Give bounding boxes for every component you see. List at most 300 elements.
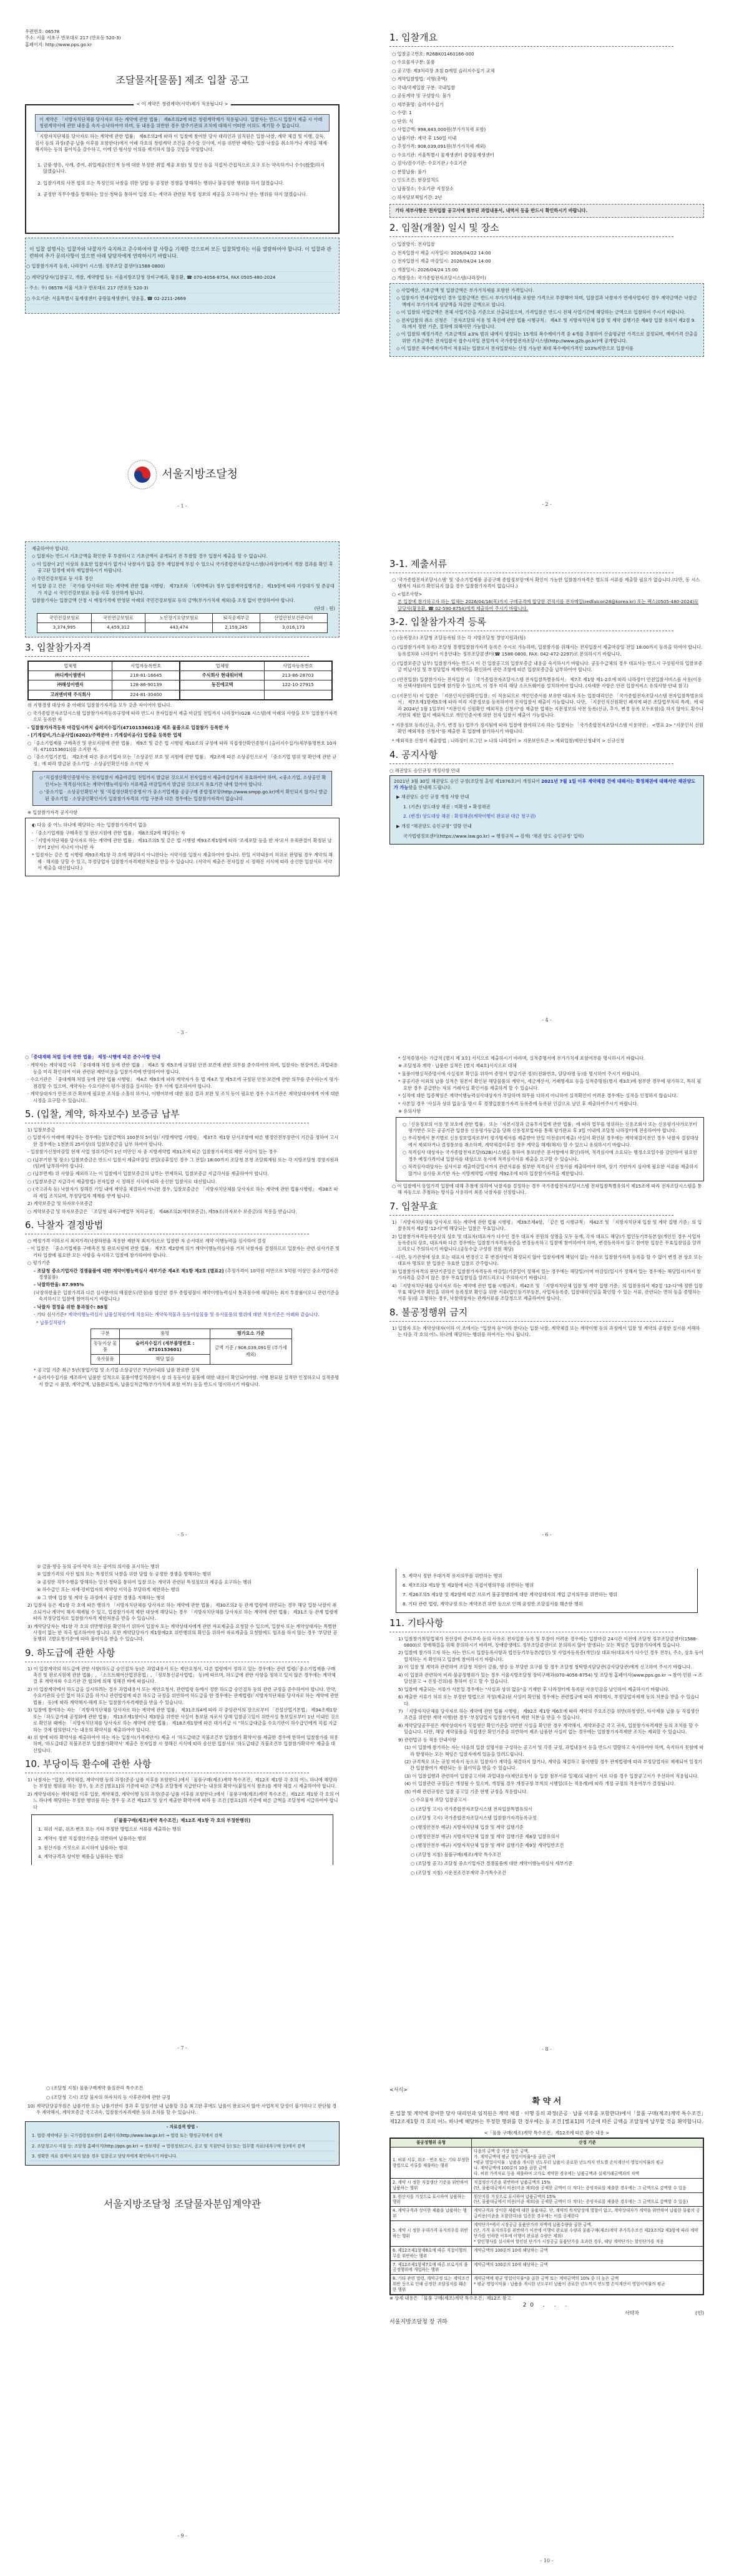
s6-item: - 이 입찰은 「중소기업제품 구매촉진 및 판로지원에 관한 법률」 제7조 제2항에 의거 계약이행능력심사를 거쳐 낙찰자를 결정하므로 입찰자는 관련 심사기준 및 기타 입찰에 필요한 모든 사항을 숙지하고 입찰에 참가하여야 합니다. [27, 1246, 340, 1258]
s7-item: 2) 입찰참가자격등록증상의 상호 및 대표자(대표자가 다수인 경우 대표자 전원의 성명을 모두 등재, 각자 대표도 해당)가 법인등기부등본상(개인인 경우 사업자등록증)의 상호, 대표자와 다른 경우에는 입찰참가자격등록증을 변경등록하고 입찰에 참여하여야 하며, 변경등록하지 않고 참여한 입찰은 무효입찰임을 알려드리오니 주의하시기 바랍니다.(공동수급 구성원 전원 해당) [392, 1233, 702, 1252]
s6-box-item: ○「신용정보의 이용 및 보호에 관한 법률」 또는「자본시장과 금융투자업에 관한 법률」에 따라 업무를 영위하는 신용조회사 또는 신용평가사가로부터 평가받은 모든 공공기관 입찰용 신용평가등급을 당해 신용정보업자를 통해 평가완료 후 3일 이내에 조달청 나라장터에 전송하여야 합니다. [403, 1121, 697, 1133]
s10-box-item: 3. 원산지를 거짓으로 표시하여 납품하는 행위 [38, 1844, 128, 1851]
s2-cont-item: 이 입찰 공고 건은 「국가를 당사자로 하는 계약에 관한 법률 시행령」 제73조와 「(계약예규) 정부 입찰계약집행기준」 제19장에 따라 기성대가 및 준공대가 지급 시 국민건강보험료 등을 사후 정산하게 됩니다. [32, 583, 335, 596]
td: 해당 없음 [120, 1355, 210, 1364]
s11-item: 9) 관련법규 등 적용 안내사항 [398, 1736, 456, 1743]
s6-after-item: * 공공기관 이외의 납품 실적은 원본이 확인된 해당물품의 계약서, 세금계산서, 거래명세표 등을 실적증명원(별지 제3호)에 첨부한 경우에 평가하고, 특히 필요한 경우 공급받는 자의 거래사실 확인서를 제출하게 할 수 있습니다. [398, 1078, 702, 1091]
s2-cont-item: ◇ 국민건강보험료 등 사후 정산 [32, 575, 93, 581]
bidders-cell: 224-81-30400 [112, 690, 180, 700]
s1-item: ○ 단위: 식 [392, 118, 414, 124]
s1-item: ○ 공동계약 및 구성방식: 불가 [392, 93, 451, 99]
search-title: - 자료검색 방법 - [166, 2124, 198, 2129]
s2-cont-item: 제출하여야 합니다. [32, 546, 70, 551]
th: 평가요소 기준 [210, 1329, 291, 1339]
contact-box [25, 238, 340, 314]
insurance-header: 국민연금보험료 [91, 613, 145, 622]
other-text: * 계약이행능력심사 납품실적평가에 적용되는 계약목적물과 동등이상물품 및 유사물품의 범위에 대한 적용기준은 아래와 같습니다. [64, 1312, 320, 1318]
safety-item: · 계약상대자가 안전·보건 확보에 필요한 조치를 소홀히 하거나, 이행여부에 대한 점검 결과 보완 및 조치 등이 필요한 경우 수요기관은 계약상대자에게 이에 대한 시정을 요구할 수 있습니다. [27, 1091, 340, 1103]
clawback-cell: 계약금액의 100분의 10에 해당하는 금액 [472, 2246, 703, 2260]
td: 슬러지수집기 (세부품명번호 : 4710153601) [120, 1339, 210, 1355]
crit-bold: - 조달청 중소기업자간 경쟁물품에 대한 계약이행능력심사 세부기준 제4조 제1항 제2호 [별표2] [34, 1267, 224, 1274]
clawback-header: 산정 기준 [472, 2138, 703, 2147]
s3-box-item: ◇ '직접생산확인증명서'는 전자입찰서 제출마감일 전일까지 발급된 것으로서 전자입찰서 제출마감일까지 유효하여야 하며, <중소기업, 소상공인 확인서>는 적격심사(또는 계약이행능력심사) 서류제출 마감일까지 발급된 것으로서 유효기간 내에 있어야 합니다. [39, 775, 326, 787]
s11-item: 7) 「지방자치단체를 당사자로 하는 계약에 관한 법률 시행령」 제92조 제1항 제6호에 따라 계약의 주요조건을 위반(하청생산, 타사제품 납품 등 직접생산 조건을 위반한 계약 이행)한 경우 '부정당업자 입찰참가자격 제한 처분'을 받을 수 있습니다. [398, 1708, 700, 1721]
s6-after-item: * 물품이행실적증명서에 사실정보 확인을 위하여 증명서 발급기관 정보(전화번호, 담당자명 등)를 명시하여 주시기 바랍니다. [398, 1070, 641, 1077]
s6-after-item: * 실적증명서는 가급적 [별지 제 3호] 서식으로 제출하시기 바라며, 실적증명서에 부가가치세 포함여부를 명시하시기 바랍니다. [398, 1055, 645, 1061]
s7-item: 3) 입찰참가자격의 판단기준일은 입찰참가자격등록 마감일(기준일이 정해져 있는 경우에는 해당일)이며 마감일(일시가 정해져 있는 경우에는 해당일시)까지 참가자격을 갖추지 않은 경우 무효입찰임을 알려드리오니 주의하시기 바랍니다. [392, 1268, 701, 1281]
clawback-table [389, 2138, 704, 2295]
s5-item: ○ (입찰보증금 지급각서 제출방법) 전자입찰 시 정해진 서식에 따라 송신한 입찰서로 대신합니다. [27, 1178, 217, 1184]
insurance-header: 퇴직공제부금 [213, 613, 260, 622]
table-row [390, 2246, 703, 2260]
s8-item: ③ 공정한 직무수행을 방해하는 알선·청탁을 통하여 입찰 또는 계약과 관련된 특정정보의 제공을 요구하는 행위 [37, 1579, 252, 1585]
page-number: - 7 - [177, 2045, 187, 2051]
s9-item: 2) 이 입찰계약에서 하도급을 실시하려는 경우 과업내용서 또는 제안요청서, 관련법령 등에서 정한 하도급 승인절차 등의 관련 규정을 준수하여야 합니다. 만약, 수요기관의 승인 없이 하도급을 하거나 관련법령에 따른 하도급 규정을 위반하여 하도급을 한 경우에는 관계법령(「지방자치단체를 당사자로 하는 계약에 관한 법률」 등)에 따라 계약해지·해제 또는 입찰참가자격제한을 받을 수 있습니다. [27, 1686, 339, 1705]
s2-note: ◇ 전자입찰의 취소 신청은 「전자조달의 이용 및 촉진에 관한 법률 시행규칙」 제4조 및 지방자치단체 입찰 및 계약 집행기준 제8장 입찰 유의서 제2절 9. 라.에서 정한 기준, 절차에 의해서만 가능합니다. [396, 317, 696, 329]
s10-box-cont [396, 1569, 698, 1613]
s3-notice-item: * 입찰자는 같은 법 시행령 제93조제1항 각 호에 해당하지 아니한다는 서약서를 입찰시 제출하여야 합니다. 만일 서약내용이 허위로 판명될 경우 계약의 해제 · 해지를 당할 수 있고, 부정당업자 입찰참가자격제한처분을 받을 수 있습니다. (서약서 제출은 전자입찰 시 정해진 서식에 따라 송신한 입찰서로 서약서 제출을 대신합니다.) [32, 852, 333, 871]
s1-item: ○ 세부품명: 슬러지수집기 [392, 101, 444, 107]
s11-item: 1) 입찰참가희망업체가 전산장비 준비부족 등의 사유로 전자입찰 등록 및 투찰이 어려운 경우에는 입찰마감 24시간 이전에 조달청 정부조달콜센터(1588-0800)로 장애해결을 위해 문의하시기 바라며, 장애발생에도 정부조달콜센터로 문의하지 않아 발생되는 모든 책임은 입찰참가자에게 있습니다. [398, 1635, 698, 1648]
bidders-cell [264, 690, 332, 700]
form-caption: <「물품 구매(제조)계약 특수조건」제12조에 따른 환수 내용 > [484, 2130, 610, 2136]
s10-box-item: 2. 계약시 정한 직접생산기준을 위반하여 납품하는 행위 [38, 1835, 147, 1841]
search-box [25, 2121, 340, 2166]
clawback-cell: 7. 제12조제1항제7호에 따른 브로커의 불공정행위에 개입하는 행위 [390, 2260, 472, 2275]
td: 동등이상 물품 [91, 1339, 120, 1355]
clawback-cell: 계약규격과 상이한 제품에 대한 물품대금. 단, 계약의 목적달성에 영향이 없고, 계약상대자가 계약을 위반하여 납품한 물품의 공급비용(이윤을 포함한다)을 입증한 경우에는 이를 공제한다 [472, 2207, 703, 2221]
s2-item: ○ 전자입찰서 제출 시작일시: 2026/04/22 14:00 [392, 249, 491, 256]
s11-sub-item: (4) 이 입찰관련 규정들은 개정될 수 있으며, 개정될 경우 개정규정 부칙의 시행일(또는 적용례)에 따라 개정 규정의 적용여부가 결정됩니다. [404, 1781, 676, 1787]
regulation-item: ○ (조달청 지침) 물품구매(제조)계약 특수조건 [411, 1851, 501, 1857]
s4-item: ▶ 개정 "채권양도 승인규정" 열람 안내 [396, 823, 472, 829]
s1-item: ○ 수량: 1 [392, 110, 412, 116]
s10-box-item: 1. 허위 서류, 위조·변조 또는 기타 부정한 방법으로 서류를 제출하는 행위 [38, 1826, 181, 1832]
th: 품명 [120, 1329, 210, 1339]
page-number: - 1 - [177, 503, 187, 509]
s2-item: ○ 개찰일시: 2026/04/24 15:00 [392, 266, 458, 273]
bond-text-b: 2021년 7월 1일 이후 계약체결 건에 대해서는 확정채권에 대해서만 채권양도가 가능 [394, 778, 696, 791]
s11-item: 4) 이 입찰과 관련하여 비리·불공정행위가 있는 경우 서울지방조달청 장비구매과(070-4056-8754) 및 조달청 홈페이지(www.pps.go.kr → 참여·민원 → 조달신문고 → 진정·건의)를 통하여 신고 할 수 있습니다. [398, 1672, 703, 1685]
bidders-cell: 주식회사 현대워터텍 [180, 671, 264, 680]
form-body: 본 입찰 및 계약에 참여한 당사 대리인과 임직원은 계약 체결 · 이행 등의 과정(준공 · 납품 이후를 포함한다)에서「물품 구매(제조)계약 특수조건」제12조제1항 각 호의 어느 하나에 해당하는 부정한 행위를 한 경우에는 동 조건 [별표1]의 기준에 따른 금액을 조달청에 납부할 것을 확약합니다. [389, 2111, 703, 2125]
page-9 [0, 2083, 364, 2570]
other-label: - 기타 심사기준: [34, 1312, 66, 1318]
search-item: 1. 법령·계약예규 등: 국가법령정보센터 홈페이지(http://www.law.go.kr) → 법령 또는 행정규칙에서 검색 [29, 2132, 335, 2141]
clawback-cell: 1. 허위 서류, 위조 · 변조 또는 기타 부정한 방법으로 서류를 제출하는 행위 [390, 2147, 472, 2178]
page-4 [364, 541, 729, 1003]
s11-item: 8) 계약담당공무원은 계약상대자가 직접생산 확인기준을 위반한 사실을 확인한 경우 계약해지, 계약보증금 국고 귀속, 입찰참가자격제한 등의 조치를 할 수 있습니다. 다만, 해당 계약물품을 직접생산 확인기준을 위반하여 제조·납품한 사실이 없는 경우에는 입찰참가자격제한 조치는 제외할 수 있습니다. [398, 1722, 699, 1735]
insurance-header: 노인장기요양보험료 [145, 613, 213, 622]
logo-text: 서울지방조달청 [162, 467, 238, 481]
regulation-item: ○ (조달청 고시) 국가종합전자조달시스템 입찰참가자격등록규정 [411, 1815, 537, 1821]
s6-item: ○ 예정가격 이하로서 최저가격(낙찰하한율 적용한 제한적 최저가)으로 입찰한 자 순서대로 계약 이행능력을 심사하여 결정 [27, 1237, 266, 1244]
signer-label: 서약자 [624, 2310, 640, 2317]
bidders-header: 업체명 [180, 661, 264, 671]
s8-item: 2) 입찰자 등은 제1항 각 호에 따른 행위가 「지방자치단체를 당사자로 하는 계약에 관한 법률」 제30조의2 등 관계 법령에 위반되는 경우 해당 입찰·낙찰이 취소되거나 계약이 해지·해제될 수 있고, 입찰참가자격 제한 대상에 해당되는 경우 「지방자치단체를 당사자로 하는 계약에 관한 법률」 제31조 등 관계 법령에 따라 부정당업자로 입찰참가자격 제한처분을 받을 수 있습니다. [27, 1602, 338, 1622]
page-1 [0, 0, 364, 499]
s5-item: ○ (국고귀속 등) 낙찰자가 정해진 기일 내에 계약을 체결하지 아니한 경우, 입찰보증금은 「지방자치단체를 당사자로 하는 계약에 관한 법률시행령」 제38조 따라 세입 조치되며, 부정당업자 제재를 받게 됩니다. [27, 1186, 338, 1199]
regulation-item: ○ (조달청 공고) 조달청 중소기업자간 경쟁물품에 대한 계약이행능력심사 세부기준 [411, 1861, 573, 1867]
s2-item: ○ 입찰방식: 전자입찰 [392, 241, 435, 248]
clawback-cell: 4. 계약규격과 상이한 제품을 납품하는 행위 [390, 2207, 472, 2221]
insurance-value: 443,474 [145, 623, 213, 632]
form-title: 확 약 서 [532, 2096, 562, 2106]
insurance-value: 3,016,173 [260, 623, 327, 632]
s3-box-item: ◇ '중소기업 · 소상공인확인서' 및 '직접생산확인증명서'가 중소기업제품 공공구매 종합정보망(http://www.smpp.go.kr)에서 확인되지 않거나 발급된 중소기업 · 소상공인확인서가 입찰참가자격의 기업 구분과 다른 경우에는 입찰참가자격이 없습니다. [39, 789, 328, 801]
s1-item: ○ 납품기한: 계약 후 150일 이내 [392, 135, 457, 141]
page-number: - 8 - [542, 2046, 552, 2052]
section-6-title: 6. 낙찰자 결정방법 [25, 1219, 104, 1231]
s9-item: 1) 이 입찰계약의 하도급에 관한 사항(하도급 승인절차 등)은 과업내용서 또는 제안요청서, 다른 법령에서 정하고 있는 경우에는 관련 법령(「중소기업제품 구매촉진 및 판로지원에 관한 법률」, 「소프트웨어산업진흥법」, 「정보통신공사업법」 등)에 따르며, 하도급에 관한 사항을 정하고 있지 않은 경우에는 계약체결 후 계약자와 수요기관 간 협의에 의해 정해진 바에 따릅니다. [27, 1665, 336, 1685]
s5-item: ○ (납부기한 및 장소) 입찰보증금은 반드시 입찰서 제출마감일 전일(공휴일인 경우 그 전일) 18:00까지 조달청 본청 조달회계팀 또는 각 지방조달청 경영지원과(팀)에 납부하여야 합니다. [27, 1156, 339, 1169]
clawback-cell: 8. 기타 관련 법령, 계약규정 또는 계약조건 위반 등으로 인해 공정한 조달질서를 훼손한 행위 [390, 2275, 472, 2295]
unit-label: (단위 : 원) [314, 605, 335, 611]
s7-item: - -다만, 등기관청에 상호 또는 대표자 변경신고 후 변경사항이 확정되지 않아 입찰자에게 책임이 없는 사유로 입찰참가자격 등록을 할 수 없어 변경 전 상호 또는 대표자 명의로 한 입찰은 유효한 입찰로 간주합니다. [392, 1254, 703, 1267]
bidders-cell: 고려엔비텍 주식회사 [28, 690, 112, 700]
s6-after-item: * 실적에 대한 입증책임은 계약이행능력심사대상자가 부담하며 의무를 다하지 아니하여 실적확인이 어려운 경우에는 실적을 인정하지 않습니다. [398, 1093, 678, 1099]
page-5 [0, 1054, 364, 1534]
td: 금액 기준 / 908,039,091원 (부가세 제외) [210, 1339, 291, 1364]
section-2-title: 2. 입찰(개찰) 일시 및 장소 [389, 222, 499, 234]
td: 유사물품 [91, 1355, 120, 1364]
page-number: - 9 - [177, 2533, 187, 2539]
clawback-cell: 직접생산기준을 위반하여 납품금액의 15% (단, 물품대금에서 비용(이윤 제외)을 공제한 금액이 더 적다는 증빙자료를 제출한 경우에는 그 금액으로 감액할 수 있음 [472, 2178, 703, 2192]
section-7-title: 7. 입찰무효 [389, 1200, 438, 1212]
bidders-cell: 213-86-28703 [264, 671, 332, 680]
s3-item: - 입찰참가자격등록 마감일시까지 슬러지수집기(4710153601)를 제조 물품으로 입찰참가 등록한 자 [27, 724, 229, 730]
integrity-item: 2. 입찰가격의 사전 협의 또는 특정인의 낙찰을 위한 담합 등 공정한 경쟁을 방해하는 행위나 불공정한 행위를 하지 않겠습니다. [37, 180, 285, 186]
page-8 [364, 1569, 729, 2055]
rate-note: (낙찰하한율은 입찰가격과 다른 심사분야의 배점한도(만점)를 합산한 경우 종합평점이 계약이행능력심사 통과점수에 해당하는 최저 투찰률이오니 관련기준을 숙지하시고 입찰에 참여하시기 바랍니다.) [34, 1289, 340, 1302]
bidders-table [27, 661, 333, 701]
section-10-title: 10. 부당이득 환수에 관한 사항 [25, 1758, 152, 1770]
s7-item: 1) 「지방자치단체를 당사자로 하는 계약에 관한 법률 시행령」 제39조제4항, 「같은 법 시행규칙」 제42조 및 「지방자치단체 입찰 및 계약 집행 기준」의 입찰유의서 제2절 '12-다'에 해당되는 입찰은 무효입니다. [392, 1219, 702, 1232]
s11-item: 3) 이 입찰 및 계약과 관련하여 조달청 직원이 금품, 향응 등 부당한 요구를 할 경우 조달청 청탁방지담당관(감사담당관)에게 신고하여 주시기 바랍니다. [398, 1664, 692, 1670]
clawback-cell: 3. 원산지를 거짓으로 표시하여 납품하는 행위 [390, 2192, 472, 2207]
form-recipient: 서울지방조달청 장 귀하 [389, 2319, 448, 2326]
s3-notice-item: ◐ 다음 중 어느 하나에 해당하는 자는 입찰참가자격이 없음 [32, 822, 147, 828]
contact-item: ○ 수요기관: 서울특별시 물재생센터 중랑물재생센터, 양윤홍, ☎ 02-2211-2669 [29, 294, 335, 304]
s4-sub: ○ 채권양도 승인규정 개정사항 안내 [389, 767, 460, 773]
after-item: * 슬러지수집기를 제조하여 납품한 실적으로 물품이행실적증명서 상 위 동등이상 물품에 대한 내용이 확인되어야함. 이행 완료된 실적만 인정하오니 실적증명서 발급 시 품명, 계약금액, 납품완료일자, 납품실적금액(부가가치세 포함 여부) 등을 반드시 명시하시기 바랍니다. [34, 1375, 340, 1387]
s9-item: 4) 위 항에 따라 확약서를 제출하여야 하는 자는 입찰서(가격제안서) 제출 시 '하도급대금 직불조건부 입찰참가 확약서'를 제출한 경우에 한하여 입찰참가를 허용하며, '하도급대금 직불조건부 입찰참가확약서' 제출은 전자입찰 시 정해진 서식에 따라 송신한 입찰서로 '하도급대금 직불조건부 입찰참가확약서' 제출을 대신합니다. [27, 1734, 338, 1753]
section-4-title: 4. 공지사항 [389, 748, 438, 760]
table-row [28, 671, 332, 680]
s10-box-item: 6. 제7조의3 제1항 및 제2항에 따른 직접이행의무를 위반하는 행위 [403, 1582, 534, 1588]
search-item: 2. 조달청고시·지침 등: 조달청 홈페이지(http://pps.go.kr) → 정보제공 → 법령정보(고시, 공고 및 지침안내 등) 또는 업무별 자료(내자구매 등)에서 검색 [29, 2143, 335, 2151]
s6-box-item: ○ 적격심사 대상자는 국가종합전자조달(G2B)시스템을 통하여 통보(받은 문서함에서 확인)하며, 적격심사에 소요되는 행정소요일수를 감안하여 필요한 경우 예정가격이내 입찰자를 대상으로 동시에 적격심사서류 제출을 요구할 수 있습니다. [403, 1150, 697, 1162]
s32-item: ○ (입찰참가자격 등록) 조달청 경쟁입찰참가자격 등록은 수시로 가능하며, 입찰참가를 위해서는 전자입찰서 제출마감일 전일 18:00까지 등록을 하여야 합니다. 등록절차와 나라장터 이용안내는 정부조달콜센터(☎ 1588-0800, FAX: 042-472-2297)로 문의하시기 바랍니다. [392, 644, 703, 657]
s11-sub-item: (1) 이 입찰에 참가하는 자는 다음의 입찰 설명서를 구성하는 공고서 및 각종 규정, 과업내용서 등을 반드시 열람하고 숙지하여야 하며, 숙지하지 못함에 따라 발생하는 모든 책임은 입찰자에게 있음을 알려드립니다. [404, 1745, 704, 1757]
integrity-box [25, 100, 340, 234]
insurance-value: 4,459,312 [91, 623, 145, 632]
s8-item: ④ 하수급인 또는 자재·장비업자의 계약상 이익을 부당하게 제한하는 행위 [37, 1587, 180, 1593]
s6-box-item: ○ 적격심사대상자는 심사서류 제출마감일시까지 관련서류를 첨부한 적격심사 신청서를 제출하여야 하며, 상기 기한까지 심사에 필요한 서류를 제출하지 않거나 심사를 포기한 자는 지방계약법 시행령 제92조에 따라 입찰참가자격을 제한합니다. [403, 1164, 698, 1176]
s5-item: ○ 입찰자가 아래에 해당하는 경우에는 입찰금액의 100분의 5이상(「지방계약법 시행령」 제37조 제1항 단서조항에 따른 행정안전부장관이 기간을 정하여 고시한 경우에는 1천분의 25이상)의 입찰보증금을 납부 하여야 합니다. [27, 1135, 339, 1147]
s6-item: ○ 평가기준 [27, 1260, 51, 1266]
s4-item: 국가법령정보센터(https://www.law.go.kr) ⇒ 행정규칙 ⇒ 검색( '채권 양도 승인규정' 입력) [403, 833, 584, 839]
insurance-value: 3,374,995 [37, 623, 91, 632]
s1-item: ○ 분할납품: 불가 [392, 168, 426, 175]
s3-item: - [기계설비,가스공사업(6202)/주력분야 : 기계설비공사] 업종을 등록한 업체 [27, 732, 182, 738]
form-tag: <서식> [389, 2087, 408, 2093]
s8-item: ② 입찰가격의 사전 협의 또는 특정인의 낙찰을 위한 담합 등 공정한 경쟁을 방해하는 행위 [37, 1571, 212, 1577]
table-row [390, 2275, 703, 2295]
section-3-title: 3. 입찰참가자격 [25, 641, 92, 653]
regulation-item: ○ (행정안전부 예규) 지방자치단체 입찰 및 계약 집행기준 제8장 입찰유의서 [411, 1833, 560, 1839]
page-number: - 4 - [542, 1017, 552, 1023]
s10-box-item: 5. 계약시 정한 우대가격 유지의무를 위반하는 행위 [403, 1573, 502, 1579]
page-number: - 3 - [177, 1030, 187, 1035]
bidders-cell [180, 690, 264, 700]
section-8-title: 8. 불공정행위 금지 [389, 1306, 468, 1318]
bidders-header: 사업자등록번호 [264, 661, 332, 671]
bond-text-a: 2021년 3월 30일 채권양도 승인 규정(조달청 훈령 제1976호)이 개정되어 [394, 778, 542, 784]
integrity-legend: < 이 계약은 청렴계약(서약)제가 적용됩니다 > [26, 101, 338, 107]
table-row [390, 2178, 703, 2192]
s6-last: ○ 이 입찰에서 동일가격 입찰에 대해 추첨에 의하여 낙찰자를 결정하는 경우 국가종합전자조달시스템 전자입찰특별유의서 제15조에 따라 전자조달시스템을 통해 자동으로 추첨하는 방식을 사용하여 최종 낙찰자를 선정합니다. [392, 1183, 702, 1196]
s1-item: ○ 국내/국제입찰 구분: 국내입찰 [392, 84, 456, 90]
bidders-cell: ㈜해성이엔지 [28, 680, 112, 690]
section-3-1-title: 3-1. 제출서류 [389, 558, 447, 569]
s11-item: 2) 입찰에 참가하고자 하는 자는 반드시 입찰등록사항과 법인등기부등본(법인) 및 사업자등록증(개인)상 대표자(대표자가 다수인 경우 전부), 주소, 상호 등이 일치하는 지 확인하고 입찰에 참여하시기 바랍니다. [398, 1650, 703, 1662]
homepage-link[interactable]: 홈페이지: http://www.pps.go.kr [25, 41, 92, 47]
s5-item: 2) 계약보증금 및 하자보수보증금 [27, 1201, 93, 1207]
s2-note: ◇ 사업예산, 기초금액 및 입찰금액은 부가가치세를 포함한 가격입니다. [396, 287, 534, 293]
s5-item: - 입찰참가신청마감일 현재 사업 영위기간이 1년 미만인 자 중 지방계약법 제31조에 따른 입찰참가자격의 제한 사실이 있는 경우 [27, 1149, 278, 1155]
bidders-cell: 동진에코텍 [180, 680, 264, 690]
s32-item: ○ (등록장소) 조달청 조달등록팀 또는 각 지방조달청 경영지원과(팀) [392, 634, 526, 641]
s6-box-item: ○ 우리청에서 분기별로 신용정보업자로부터 평가명세서를 제출받아 만일 미전송(미제출) 사실이 확인된 경우에는 계약체결이전인 경우 낙찰자 결정대상에서 제외하거나 결정통보를 취소하며, 계약체결이후인 경우 계약을 해제(해지) 할 수 있으니 유의하시기 바랍니다. [403, 1135, 699, 1148]
section-3-2-title: 3-2. 입찰참가자격 등록 [389, 616, 486, 627]
s4-item: ▶ 채권양도 승인 규정 개정 사항 안내 [396, 793, 469, 800]
s31-item: ○ <협조사항> [392, 591, 423, 597]
contact-item: ○ 계약담당자(입찰공고, 개찰, 계약방법 등): 서울지방조달청 장비구매과, 황용환, ☎ 070-4056-8754, FAX 0505-480-2024 [29, 273, 335, 283]
postal-code: 우편번호: 06578 [25, 29, 60, 34]
form-note: ※ 상세 내용은 「물품 구매(제조)계약 특수조건」제12조 참고 [389, 2295, 511, 2301]
contact-item: - 주소: 우) 06578 서울 서초구 반포대로 217 (반포동 520-3) [29, 284, 335, 293]
s1-note: 기타 세부사항은 전자입찰 공고서에 첨부된 과업내용서, 내역서 등을 반드시 확인하시기 바랍니다. [389, 204, 704, 218]
s1-item: ○ 검사/검수기관: 수요기관 / 수요기관 [392, 160, 467, 167]
s2-continued-box [25, 541, 340, 637]
clawback-cell: 계약금액에 평균 영업이익률*을 곱한 금액 또는 계약금액의 10% 중 더 높은 금액 * 평균 영업이익률 : 납품을 개시한 년도부터 납품이 종료한 년도까지 연도별 손익계산서 영업이익률의 평균 [472, 2275, 703, 2295]
integrity-item: 3. 공정한 직무수행을 방해하는 알선·청탁을 통하여 입찰 또는 계약과 관련된 특정 정보의 제공을 요구하거나 받는 행위를 하지 않겠습니다. [37, 191, 308, 197]
bidders-header: 사업자등록번호 [112, 661, 180, 671]
s6-after-item: ※ 조달청과 계약 · 납품한 실적은 [별지 제4호]서식으로 대체 [398, 1063, 517, 1069]
regulation-item: ○ (조달청 지침) 물품구매계약 품질관리 특수조건 [46, 2085, 144, 2091]
s3-item: ○「중소기업제품 구매촉진 및 판로지원에 관한 법률」 제9조 및 같은 법 시행령 제10조의 규정에 따라 직접생산확인증명서 [슬러지수집기(세부품명번호 10자리: 4710153601)]를 소지한 자. [27, 740, 337, 752]
perf-label: * 납품실적평가 [36, 1319, 66, 1325]
regulation-item: ○ (조달청 고시) 조달 물자의 하자처리 등 사후관리에 관한 규정 [46, 2094, 171, 2100]
page-title: 조달물자[물품] 제조 입찰 공고 [115, 74, 249, 87]
s10-box-item: 4. 계약규격과 상이한 제품을 납품하는 행위 [38, 1854, 124, 1860]
s2-note: ◇ 이 입찰의 예정가격은 기초금액의 ±3% 범위 내에서 생성되는 15개의 복수예비가격 중 4개를 추첨하여 산술평균한 가격으로 결정되며, 예비가격 산출을 위한 기초금액은 전자입찰서 접수시작일 전일까지 국가종합전자조달시스템(http://www.g2b.go.kr)에 공개합니다. [396, 331, 698, 344]
s1-item: ○ 수요기관: 서울특별시 물재생센터 중랑물재생센터 [392, 152, 494, 158]
s11-item: 6) 제출한 서류가 허위 또는 부정한 방법으로 작성(제출)된 사실이 확인될 경우에는 관련법규에 따라 계약해지, 부정당업자제재 등의 처분을 받을 수 있습니다. [398, 1694, 700, 1707]
regulation-item: ○ (조달청 지침) 시운전조건부계약 추가특수조건 [411, 1869, 506, 1876]
insurance-header: 산업안전보건관리비 [260, 613, 327, 622]
s7-item: 4) 「지방자치단체를 당사자로 하는 계약에 관한 법률 시행규칙」제42조 및 「지방자치단체 입찰 및 계약 집행 기준」의 입찰유의서 제2절 '12-다'에 정한 입찰무효 해당여부 확인을 위하여 등록정보 확인을 위한 서류(법인등기부등본, 사업자등록증, 입찰대리인임을 확인할 수 있는 서류, 관련되는 면허 등을 증명하는 서류 등)를 요청하는 경우, 낙찰대상자는 관계서류를 조달청으로 제출하여야 합니다. [392, 1282, 703, 1302]
s8-item: ① 금품·향응 등의 공여·약속 또는 공여의 의사를 표시하는 행위 [37, 1564, 159, 1569]
rate-value: 87.995% [62, 1282, 84, 1288]
table-row [390, 2260, 703, 2275]
rate-label: - 낙찰하한율: [34, 1282, 61, 1288]
s11-item: 5) 입찰에 제출되는 서류가 사본일 경우에는 "사실과 상위 없음"을 기재한 후 나라장터에 등록된 사용인감을 날인하여 제출하시기 바랍니다. [398, 1686, 670, 1692]
s2-note: ◇ 입찰자가 면세사업자인 경우 입찰금액은 반드시 부가가치세를 포함한 가격으로 투찰해야 하며, 입찰결과 낙찰자가 면세사업자인 경우 계약금액은 낙찰금액에서 부가가치세 상당액을 차감한 금액으로 합니다. [396, 295, 697, 307]
s3-item: ○「중소기업기본법」 제2조에 따른 중소기업자 또는「소상공인 보호 및 지원에 관한 법률」 제2조에 따른 소상공인으로서 「중소기업 범위 및 확인에 관한 규정」에 따라 발급된 중소기업 · 소상공인확인서를 소지한 자 [27, 754, 337, 767]
s3-item: ○ 국가종합전자조달시스템 입찰참가자격등록규정에 따라 반드시 전자입찰서 제출 마감일 전일까지 나라장터(G2B 시스템)에 아래의 사항을 모두 입찰참가자격으로 등록한 자 [27, 710, 338, 723]
bidders-cell: 218-81-16645 [112, 671, 180, 680]
regulation-item: ○ (행정안전부 예규) 지방자치단체 입찰 및 계약 집행기준 [411, 1824, 524, 1830]
s3-notice-item: -「지방자치단체를 당사자로 하는 계약에 관한 법률」 제31조의5 및 같은 법 시행령 제93조제1항에 따라 '조세포탈 등을 한 자'로서 유죄판결이 확정된 날부터 2년이 지나지 아니한 자 [32, 838, 332, 850]
s1-item: ○ 공고명: 제3처리장 초침 D계열 슬러지수집기 교체 [392, 67, 495, 74]
crit-text: (추정가격이 10억원 미만으로 5억원 이상인 중소기업자간 경쟁물품) [39, 1267, 338, 1280]
s3-item: 위 지명경쟁 대상자 중 아래의 입찰참가자격을 모두 갖춘 자이어야 합니다. [27, 702, 172, 709]
s1-item: ○ 하자담보책임기간: 2년 [392, 194, 443, 200]
safety-title: ○「중대재해 처벌 등에 관한 법률」 제정·시행에 따른 준수사항 안내 [25, 1054, 160, 1060]
s1-item: ○ 사업금액: 998,843,000원(부가가치세 포함) [392, 127, 486, 133]
table-row [28, 680, 332, 690]
pps-seal-icon [127, 459, 158, 490]
section-11-title: 11. 기타사항 [389, 1617, 444, 1629]
s4-item: 1. (기존) 양도대상 채권 : 미확정 • 확정채권 [403, 803, 491, 810]
clawback-cell: 계약단가*에서 시장공급 물품단가의 차액에 납품수량을 곱한 금액. (단, 가격 유지의무를 위반하기 이전에 이행이 완료된 수량과 물품구매(제조)계약 추가특수조건 제23조의2 제3항에 따라 계약단가를 인하한 이후에 이행이 완료된 수량은 제외) * 할인행사를 실시하여 할인된 단가가 시장공급 물품단가를 초과한 경우, 해당 계약단가는 할인단가를 적용 [472, 2221, 703, 2247]
s1-item: ○ 인도조건: 현장설치도 [392, 177, 439, 183]
s31-item: ○ '국가종합전자조달시스템' 및 '중소기업제품 공공구매 종합정보망'에서 확인이 가능한 입찰참가자격은 별도의 서류를 제출할 필요가 없습니다.(다만, 동 시스템에서 자료가 확인되지 않을 경우 입찰참가자격이 없습니다.) [392, 576, 700, 589]
contact-intro: 이 입찰 설명서는 입찰자와 낙찰자가 숙지하고 준수하여야 할 사항을 기재한 것으로써 모든 입찰희망자는 이를 열람하여야 합니다. 이 입찰과 관련하여 추가 문의사항이 있으면 아래 담당자에게 연락하시기 바랍니다. [29, 246, 331, 259]
section-5-title: 5. (입찰, 계약, 하자보수) 보증금 납부 [25, 1108, 180, 1120]
s2-cont-item: ◇ 입찰자는 반드시 기초금액을 확인한 후 투찰하시고 기초금액이 공개되기 전 투찰할 경우 입찰서 제출을 할 수 없습니다. [32, 553, 268, 559]
coop-text: 본 입찰에 참가하고자 하는 업체는 2026/04/16(목)까지 구매규격에 합당한 견적서를 전자메일(redfalcon28@korea.kr) 또는 팩스(0505-480-2024)로 담당자(황용환, ☎ 02-590-8754)에게 제출하여 주시기 바랍니다. [398, 599, 698, 611]
bond-text-c: 함을 안내해 드립니다. [408, 785, 452, 791]
table-row [390, 2221, 703, 2247]
s5-item: 1) 입찰보증금 [27, 1126, 56, 1133]
regulation-item: ○ (조달청 고시) 국가종합전자조달시스템 전자입찰특별유의서 [411, 1806, 532, 1812]
clawback-cell: 5. 계약 시 정한 우대가격 유지의무를 위반하는 행위 [390, 2221, 472, 2247]
s32-item: ○ (안전입찰) 입찰참가자는 전자입찰 시 「국가종합전자조달시스템 전자입찰특별유의서」 제7조 제1항 제1-2호에 따라 나라장터 안전입찰서비스를 사용(이용자 선택사항)하여 입찰에 참가할 수 있으며, 이 경우 미리 해당 소프트웨어를 설치하여야 합니다. (자세한 사항은 안전 입찰서비스 유의사항 안내 참고) [392, 676, 702, 689]
regulation-item: ○ 수요물자 조달 입찰공고서 [411, 1797, 467, 1803]
s10-box-title: [「물품구매(제조)계약 특수조건」제12조 제1항 각 호의 부정한행위] [114, 1818, 251, 1824]
s1-item: ○ 계약입찰방법: 지명(총액) [392, 76, 448, 82]
form-date: 20 . . . [522, 2302, 571, 2309]
s10-box-item: 7. 제26조의5 제1항 및 제2항에 따른 브로커 불공정행위에 대한 계약상대자의 개입 금지의무를 위반하는 행위 [403, 1591, 618, 1597]
table-row [390, 2207, 703, 2221]
s10-item: 1) 낙찰자는 "입찰, 계약체결, 계약이행 등의 과정(준공·납품 이후를 포함한다.)에서「물품구매(제조)계약 특수조건」제12조 제1항 각 호의 어느 하나에 해당하는 부정한 행위를 하는 경우, 동 조건 [별표1]의 기준에 따른 금액을 조달청에 지급한다"는 내용의 확약서(붙임서식 참조)를 계약 체결 시 제출하여야 합니다. [27, 1777, 338, 1789]
table-row [390, 2192, 703, 2207]
address: 주소: 서울 서초구 반포대로 217 (반포동 520-3) [25, 35, 121, 41]
s6-after-item: ※ 유의사항 [398, 1108, 421, 1115]
clawback-cell: 2. 계약 시 정한 직접생산 기준을 위반하여 납품하는 행위 [390, 2178, 472, 2192]
page-2 [364, 0, 729, 499]
s1-item: ○ 입찰공고번호: R26BK01460166-000 [392, 51, 474, 57]
s5-item: ○ 계약보증금 및 하자보증금은 「조달청 내자구매업무 처리규정」 제48조의2(계약보증금), 제59조(하자보수 보증금)의 적용을 받습니다. [27, 1208, 297, 1214]
clawback-cell: 계약금액의 100분의 10에 해당하는 금액 [472, 2260, 703, 2275]
s32-item: * 예외적용 신청서 제출방법 : 나라장터 로그인 > 나의 나라장터 > 지문보안토큰 > 예외입찰/제안신청내역 > 신규신청 [392, 738, 625, 744]
pass-value: 88점 [97, 1304, 108, 1310]
s2-cont-item: 입찰참가자는 입찰금액 산정 시 예정가격에 반영된 아래의 국민건강보험료 등의 금액(부가가치세 제외)을 조정 없이 반영하여야 합니다. [32, 598, 295, 604]
s1-item: ○ 수요물자구분: 물품 [392, 59, 435, 65]
page-10 [364, 2086, 729, 2570]
insurance-value: 2,159,245 [213, 623, 260, 632]
bond-notice-box [389, 775, 704, 845]
seal-label: (인) [695, 2310, 704, 2317]
s32-item: ○ (입찰보증금 납부) 입찰참가자는 반드시 이 건 입찰공고의 입찰보증금 내용을 숙지하시기 바랍니다. 공동수급체의 경우 대표사는 반드시 구성원사의 입찰보증금 미납사실 및 부정당업자 제재이력을 확인하여 관련 조항에 따른 입찰보증금을 납부하여야 합니다. [392, 661, 703, 673]
s3-notice-title: ※ 입찰참가자격 공지사항 [27, 810, 78, 815]
s6-caution-box [396, 1117, 704, 1182]
page-7 [0, 1562, 364, 2036]
bidders-header: 업체명 [28, 661, 112, 671]
s11-item-10: 10) 계약담당공무원은 납품기한 또는 납품기한이 경과 후 일정기한 내 납품할 것을 최고한 후에도 납품이 완료되지 않아 사업목적 달성이 불가하다고 판단될 경우 계약해지, 계약보증금 국고귀속, 입찰참가자격제한 등의 조치를 할 수 있습니다. [27, 2103, 337, 2116]
bidders-cell: 128-86-90139 [112, 680, 180, 690]
s2-item: ○ 개찰장소: 국가종합전자조달시스템(나라장터) [392, 275, 486, 281]
contact-item: ○ 입찰참가자격 등록, 나라장터 시스템: 정부조달 콜센터(1588-0800) [29, 262, 335, 271]
table-row [28, 690, 332, 700]
s2-cont-item: ◇ 이 입찰이 2인 이상의 유효한 입찰자가 없거나 낙찰자가 없을 경우 재입찰에 부칠 수 있으니 국가종합전자조달시스템(나라장터)에서 개찰 결과를 확인 후 공고된 일정에 따라 재입찰하시기 바랍니다. [32, 561, 333, 574]
perf-table [91, 1329, 292, 1365]
s3-box [32, 771, 332, 806]
clawback-cell: 원산지를 거짓으로 표시하여 납품금액의 15% (단, 물품대금에서 비용(이윤 제외)을 공제한 금액이 더 적다는 증빙자료를 제출한 경우에는 그 금액으로 감액할 수 있음) [472, 2192, 703, 2207]
s10-item: 2) 계약상대자는 계약체결 이후 입찰, 계약체결, 계약이행 등의 과정(준공·납품 이후를 포함한다.)에서「물품구매(제조)계약 특수조건」제12조 제1항 각 호의 어느 하나에 해당하는 부정한 행위를 하는 경우 동 조건 제12조 및 상기 제출한 확약서에 따라 동 조건 [별표1]의 기준에 따른 금액을 조달청에 지급하여야 합니다 [27, 1791, 340, 1810]
insurance-header: 국민건강보험료 [37, 613, 91, 622]
signatory: 서울지방조달청 조달물자분임계약관 [103, 2197, 262, 2210]
bidders-cell: ㈜디케이엠엔이 [28, 671, 112, 680]
safety-item: · 수요기관은 「중대재해 처벌 등에 관한 법률 시행령」 제4조 제9호에 따라 계약자가 동 법 제4조 및 제5조에 규정된 안전·보건에 관한 의무를 준수하는지 평가·점검할 수 있으며, 계약자는 수요기관이 평가·점검을 실시하는 경우 이에 협조하여야 합니다. [27, 1077, 340, 1089]
bidders-cell: 122-10-27915 [264, 680, 332, 690]
integrity-item: 1. 금품·향응, 사례, 증여, 취업제공(친인척 등에 대한 부정한 취업 제공 포함) 및 알선 등을 직접적·간접적으로 요구 또는 약속하거나 수수(授受)하지 않겠습니다. [37, 162, 325, 175]
s11-sub-item: (3) 이 입찰집행과 관련하여 입찰공고서와 과업내용서(제안요청서 등 입찰 첨부서류 일체)의 내용이 서로 다를 경우 입찰공고서가 우선하여 적용됩니다. [404, 1773, 699, 1779]
logo [0, 459, 364, 490]
section-9-title: 9. 하도급에 관한 사항 [25, 1647, 115, 1658]
integrity-body: 「지방자치단체를 당사자로 하는 계약에 관한 법률」 제6조의2에 따라 이 입찰에 참여한 당사 대리인과 임직원은 입찰·낙찰, 계약 체결 및 이행, 감독, 검사 등의 과정(준공·납품 이후를 포함한다)에서 아래 각호의 청렴계약 조건을 준수할 것이며, 이를 위반한 때에는 입찰·낙찰을 취소하거나 계약을 해제·해지하는 등의 불이익을 감수하고, 이에 민·형사상 이의를 제기하지 않을 것임을 약정합니다. [35, 133, 329, 153]
s1-item: ○ 추정가격: 908,039,091원(부가가치세 제외) [392, 143, 486, 150]
s6-after-item: * 사본일 경우 '사실과 상위 없음'을 명시 후 경쟁입찰참가자격 등록증에 등록된 인감으로 날인 후 제출하여주시기 바랍니다. [398, 1100, 638, 1106]
s3-notice-item: -「중소기업제품 구매촉진 및 판로지원에 관한 법률」 제8조의2에 해당하는 자 [32, 830, 185, 836]
s11-sub-item: (5) 아래 관련규정은 입찰 공고일 기준 현행 규정을 적용합니다. [404, 1788, 528, 1794]
search-item: 3. 정확한 자료 검색이 되지 않을 경우 입찰공고 담당자에게 확인하시기 바랍니다. [29, 2152, 335, 2161]
s11-sub-item: (2) 규격착오 또는 규정 미숙지 등으로 입찰자가 계약을 체결하지 않거나, 계약을 체결하고 불이행할 경우 관계법령에 따라 부정당업자로 제재되어 일정기간 입찰참여가 제한되는 등 불이익을 받을 수 있습니다. [404, 1759, 703, 1771]
page-number: - 10 - [540, 2558, 554, 2564]
s4-item: 2. (변경) 양도대상 채권 : 확정채권(계약이행이 완료된 대금 청구권) [403, 813, 536, 820]
s8-item: 1) 입찰자 또는 계약상대자(이하 이 조에서는 "입찰자 등"이라 한다)는 입찰·낙찰, 계약체결 또는 계약이행 등의 과정에서 입찰 및 계약의 공정한 질서를 저해하는 다음 각 호의 어느 하나에 해당하는 행위를 하여서는 아니 됩니다. [392, 1325, 700, 1338]
section-1-title: 1. 입찰개요 [389, 32, 438, 43]
safety-item: · 계약자는 계약체결 이후 「중대재해 처벌 등에 관한 법률 」 제4조 및 제5조에 규정된 안전·보건에 관한 의무를 준수하여야 하며, 입찰자는 현장여건, 과업내용 등을 미리 확인하여 이와 관련된 제반비용을 입찰가격에 반영하여야 합니다. [27, 1062, 338, 1075]
s5-item: ○ (납부면제) 위 사항을 제외하고는 이 입찰에서 입찰보증금의 납부는 면제하되, 입찰보증금 지급각서를 제출하여야 합니다. [27, 1171, 269, 1177]
after-item: * 공고일 기준 최근 5년(창업기업 및 소기업·소상공인은 7년)이내의 납품 완료한 실적 [34, 1367, 200, 1373]
pass-label: - 낙찰자 결정을 위한 통과점수: [34, 1304, 96, 1310]
th: 구분 [91, 1329, 120, 1339]
regulation-item: ○ (행정안전부 예규) 지방자치단체 입찰 및 계약 집행기준 제9장 계약일반조건 [411, 1842, 564, 1849]
s8-item: 3) 계약담당자는 제1항 각 호의 위반행위를 확인하기 위하여 입찰자 또는 계약상대자에게 관련 자료제출을 요청할 수 있으며, 입찰자 또는 계약상대자는 특별한 사정이 없는 한 적극 협조하여야 합니다. 또한 계약담당자가 제1항제2호 위반행위의 확인을 위하여 자료제출을 요청함에도 협조를 하지 않는 경우 '부당한 공동행위 고발요청기준'에 따라 불이익을 받을 수 있습니다. [27, 1623, 338, 1642]
s10-box [31, 1814, 333, 1865]
s32-item: * 지문정보 등록(신규, 추가, 변경 등) 업무가 정지됨에 따라 입찰에 참여하고자 하는 입찰자는 「국가종합전자조달시스템 이용약관」 <별표 2> "지문인식 신원확인 예외적용 신청서"를 제출한 후 입찰에 참가하시기 바랍니다. [392, 722, 703, 734]
s10-box-item: 8. 기타 관련 법령, 계약규정 또는 계약조건 위반 등으로 인해 공정한 조달질서를 훼손한 행위 [403, 1600, 583, 1607]
table-row [390, 2147, 703, 2178]
page-number: - 2 - [542, 501, 552, 507]
s1-item: ○ 납품장소: 수요기관 지정장소 [392, 186, 454, 191]
s8-item: ⑤ 그 밖에 입찰 및 계약 등 과정에서 공정한 경쟁을 저해하는 행위 [37, 1594, 165, 1600]
clawback-cell: 다음의 금액 중 가장 높은 금액. 가. 계약금액에 평균 영업이익률*을 곱한 금액 *평균 영업이익률 : 납품을 개시한 년도부터 납품이 종료한 년도까지 연도별 손익계산서 영업이익률의 평균 나. 계약금액에 100분의 10을 곱한 금액 다. 허위 가격자료 등을 제출하여 고가로 계약한 경우에는 납품금액과 실제거래금액과의 차액 [472, 2147, 703, 2178]
s3-notice-box [25, 818, 340, 876]
page-number: - 5 - [177, 1532, 187, 1537]
s2-notes-box [389, 283, 704, 357]
s32-item: ○ (지문인식) 이 입찰은 「지문인식신원확인입찰」이 적용되므로 개인인증서를 보유한 대표자 또는 입찰대리인은 「국가종합전자조달시스템 전자입찰특별유의서」 제7조제1항제5호에 따라 미리 지문정보를 등록하여야 전자입찰서 제출이 가능합니다. 다만, 「지문인식신원확인 폐지에 따른 조달업무처리 특례」에 따라 2024년 1월 1일부터 "지문인식 신원확인 예외적용 신청서"를 제출한 업체는 지문정보의 사전 등록(신규, 추가, 변경 등록 모두포함)을 하지 않아도 횟수나 기한의 제한 없이 예외적으로 개인인증서에 의한 전자 입찰서 제출이 가능합니다. [392, 692, 704, 719]
page-6 [364, 1054, 729, 1534]
insurance-table [37, 613, 328, 633]
page-number: - 6 - [542, 1532, 552, 1537]
s2-note: ◇ 이 입찰은 복수예비가격이 적용되는 입찰로서 전자입찰자는 산정 가능한 최대 복수예비가격인 103%미만으로 입찰서를 [396, 346, 634, 352]
clawback-cell: 6. 제12조제1항제6호에 따른 직접이행의무를 위반하는 행위 [390, 2246, 472, 2260]
